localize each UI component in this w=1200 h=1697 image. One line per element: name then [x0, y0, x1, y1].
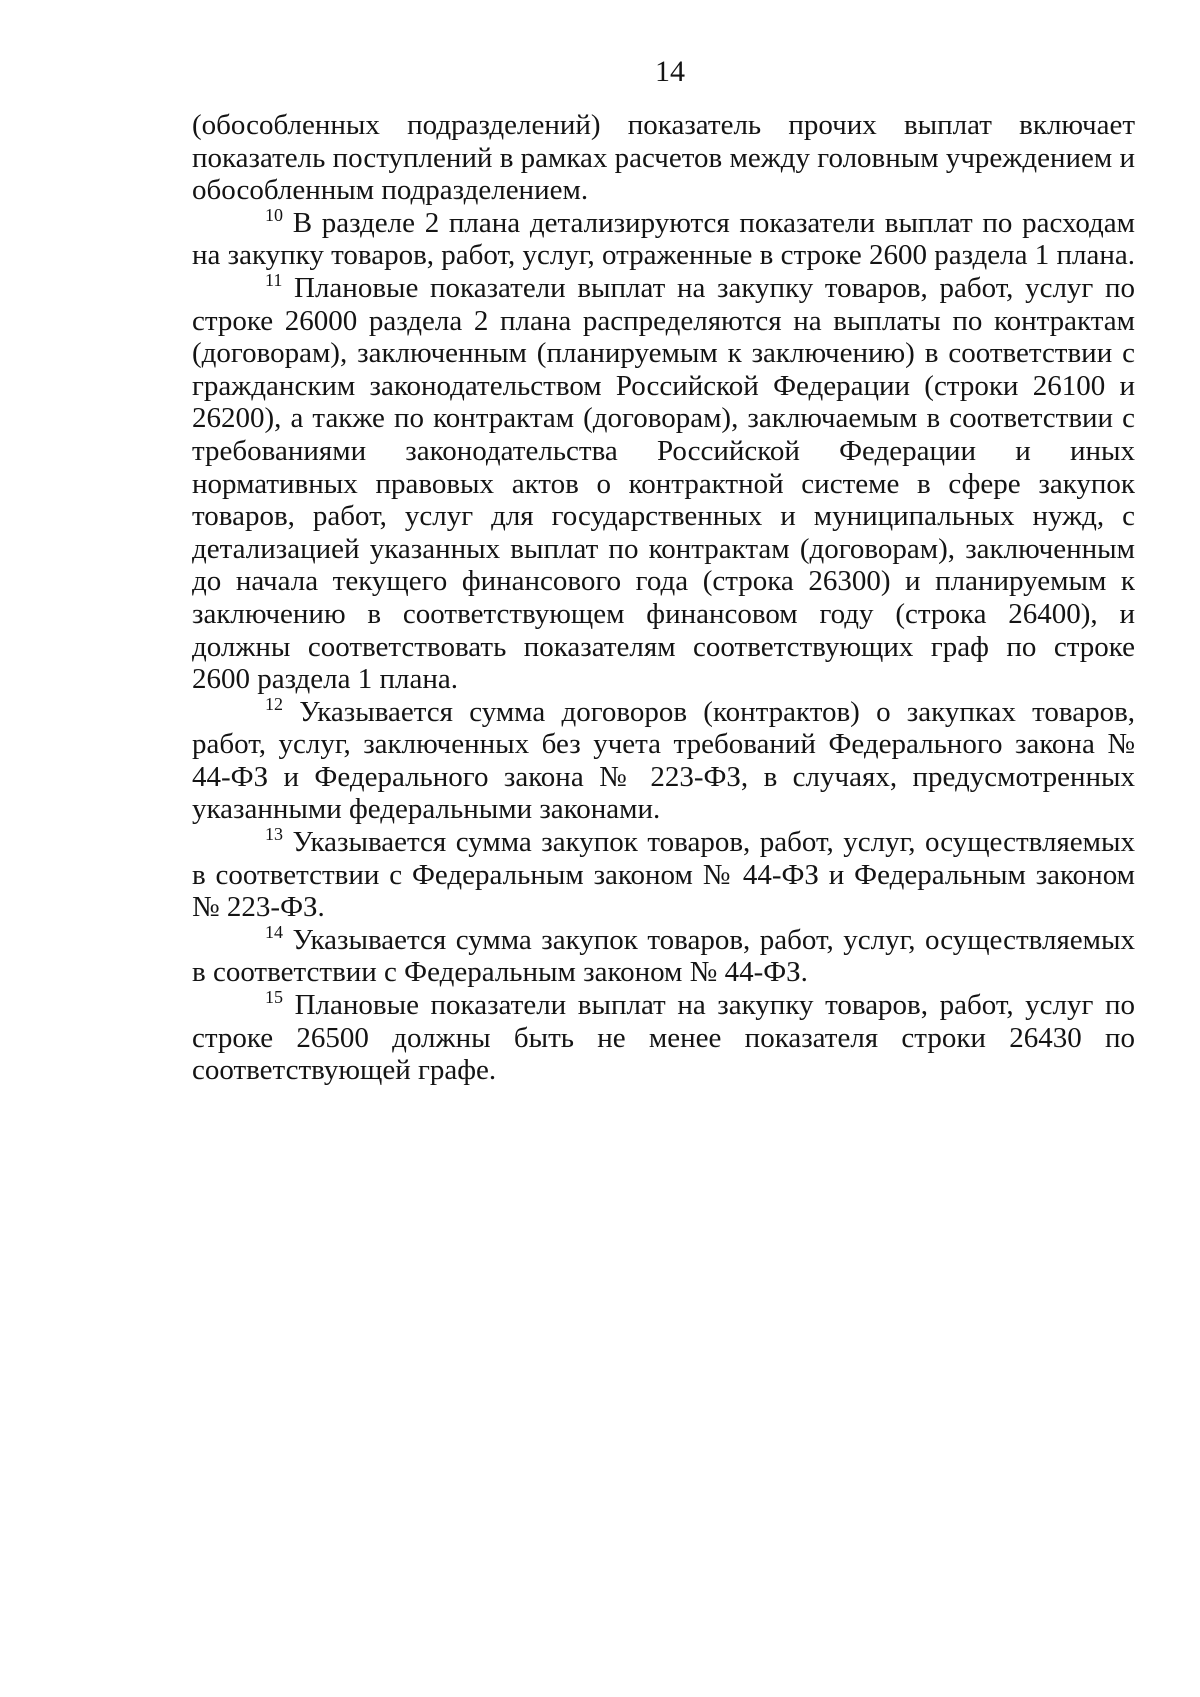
footnote-marker: 15 — [265, 987, 283, 1008]
footnote-marker: 13 — [265, 824, 283, 845]
paragraph-continuation — [192, 109, 1135, 207]
footnote-text: Указывается сумма договоров (контрактов) о закупках товаров, работ, услуг, заключенных без учета требований Федерального закона № 44-ФЗ и Федерального закона № 223-ФЗ, в случаях, предусмотренных указанными федеральными законами. — [192, 695, 1136, 826]
footnote-marker: 10 — [265, 204, 283, 225]
footnote-15 — [192, 989, 1135, 1087]
footnote-13 — [192, 826, 1135, 924]
footnote-marker: 11 — [265, 269, 283, 290]
paragraph-text: (обособленных подразделений) показатель прочих выплат включает показатель поступлений в рамках расчетов между головным учреждением и обособленным подразделением. — [192, 109, 1135, 207]
footnote-text: Плановые показатели выплат на закупку товаров, работ, услуг по строке 26000 раздела 2 плана распределяются на выплаты по контрактам (договорам), заключенным (планируемым к заключению) в соответствии с гражданским законодательством Российской Федерации (строки 26100 и 26200), а также по контрактам (договорам), заключаемым в соответствии с требованиями законодательства Российской Федерации и иных нормативных правовых актов о контрактной системе в сфере закупок товаров, работ, услуг для государственных и муниципальных нужд, с детализацией указанных выплат по контрактам (договорам), заключенным до начала текущего финансового года (строка 26300) и планируемым к заключению в соответствующем финансовом году (строка 26400), и должны соответствовать показателям соответствующих граф по строке 2600 раздела 1 плана. — [192, 271, 1136, 696]
footnote-marker: 12 — [265, 693, 283, 714]
footnote-11 — [192, 269, 1136, 696]
footnote-marker: 14 — [265, 921, 283, 942]
footnote-text: Указывается сумма закупок товаров, работ, услуг, осуществляемых в соответствии с Федеральным законом № 44-ФЗ. — [192, 923, 1136, 989]
document-body — [192, 109, 1135, 1087]
footnote-12 — [192, 693, 1136, 826]
page-number: 14 — [655, 55, 685, 88]
footnote-10 — [192, 204, 1136, 272]
footnote-text: Плановые показатели выплат на закупку товаров, работ, услуг по строке 26500 должны быть не менее показателя строки 26430 по соответствующей графе. — [192, 989, 1136, 1087]
footnote-text: Указывается сумма закупок товаров, работ, услуг, осуществляемых в соответствии с Федеральным законом № 44-ФЗ и Федеральным законом № 223-ФЗ. — [192, 826, 1136, 924]
footnote-text: В разделе 2 плана детализируются показатели выплат по расходам на закупку товаров, работ, услуг, отраженные в строке 2600 раздела 1 плана. — [192, 206, 1136, 272]
footnote-14 — [192, 921, 1136, 989]
